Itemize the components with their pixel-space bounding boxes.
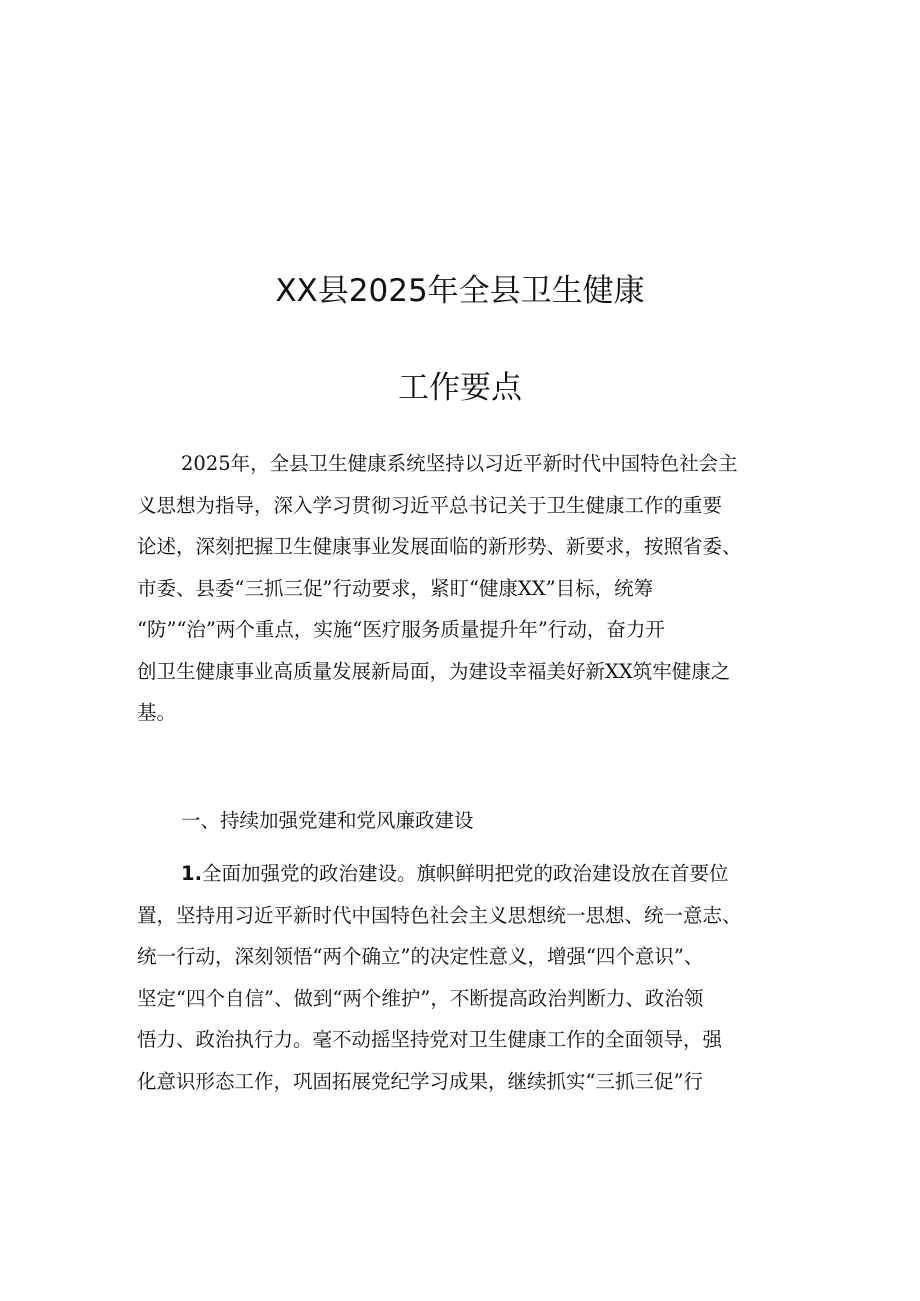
intro-line: 2025年，全县卫生健康系统坚持以习近平新时代中国特色社会主: [181, 452, 738, 475]
intro-line: 创卫生健康事业高质量发展新局面，为建设幸福美好新XX筑牢健康之: [137, 659, 731, 683]
item-1-line: 化意识形态工作，巩固拓展党纪学习成果，继续抓实“三抓三促”行: [137, 1069, 703, 1093]
section-heading: [137, 800, 797, 842]
item-1-paragraph: [137, 853, 797, 1102]
item-1-number: 1.: [181, 862, 202, 885]
intro-line: “防”“治”两个重点，实施“医疗服务质量提升年”行动，奋力开: [137, 618, 665, 641]
item-1-line: 全面加强党的政治建设。旗帜鲜明把党的政治建设放在首要位: [201, 862, 729, 885]
intro-line: 市委、县委“三抓三促”行动要求，紧盯“健康XX”目标，统筹: [137, 576, 654, 600]
document-title-line-2: 工作要点: [398, 370, 522, 406]
item-1-line: 置，坚持用习近平新时代中国特色社会主义思想统一思想、统一意志、: [137, 903, 742, 927]
item-1-line: 悟力、政治执行力。毫不动摇坚持党对卫生健康工作的全面领导，强: [137, 1028, 723, 1051]
item-1-first-line: [137, 853, 797, 895]
intro-paragraph: [137, 443, 797, 734]
intro-line: 论述，深刻把握卫生健康事业发展面临的新形势、新要求，按照省委、: [137, 535, 742, 558]
item-1-line: 坚定“四个自信”、做到“两个维护”，不断提高政治判断力、政治领: [137, 986, 704, 1010]
intro-line: 基。: [137, 701, 177, 724]
item-1-line: 统一行动，深刻领悟“两个确立”的决定性意义，增强“四个意识”、: [137, 945, 704, 968]
intro-line: 义思想为指导，深入学习贯彻习近平总书记关于卫生健康工作的重要: [137, 493, 723, 517]
section-heading-text: 一、持续加强党建和党风廉政建设: [181, 809, 474, 832]
document-title-line-1: XX县2025年全县卫生健康: [275, 273, 645, 309]
